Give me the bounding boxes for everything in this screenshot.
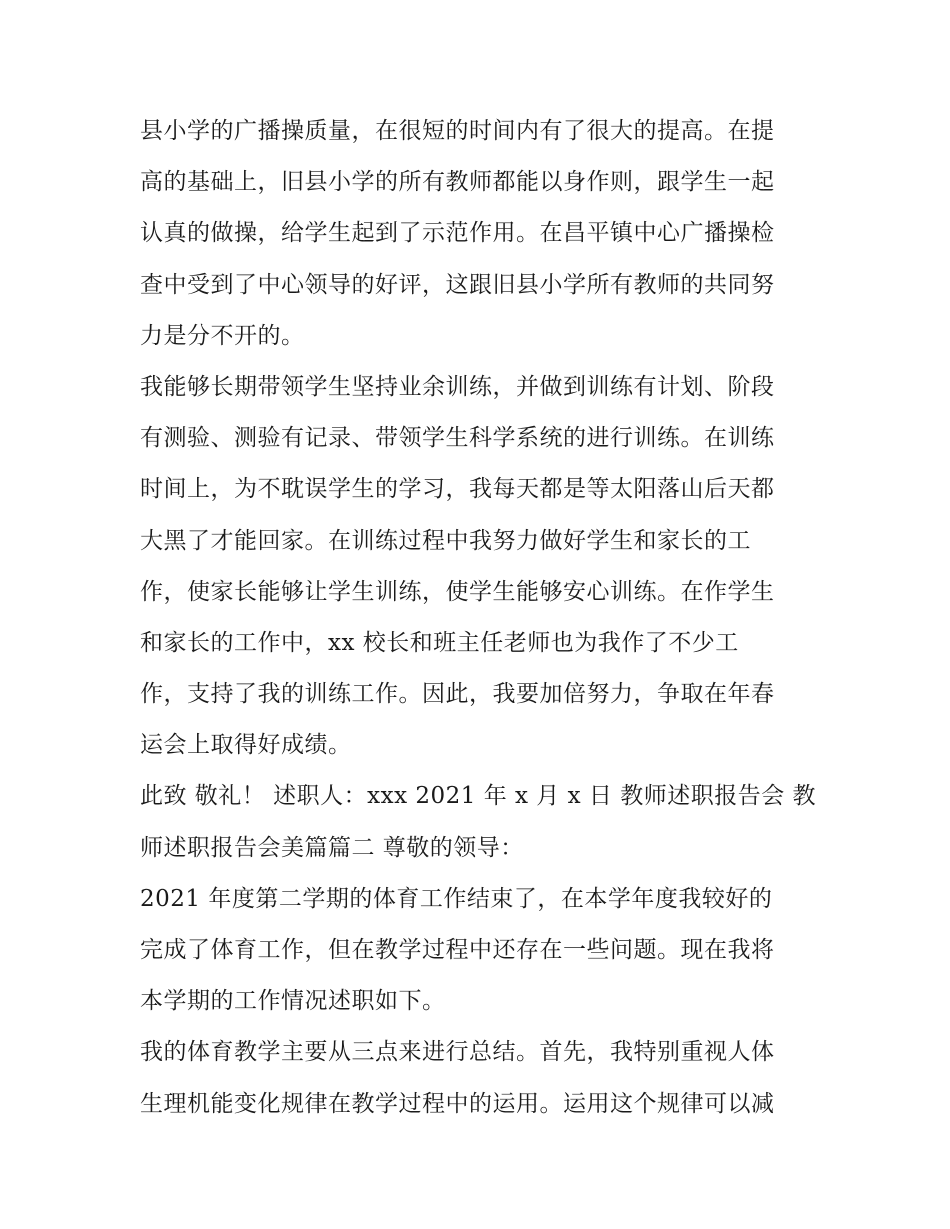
text-line: 县小学的广播操质量，在很短的时间内有了很大的提高。在提 <box>140 118 775 144</box>
text-line: 运会上取得好成绩。 <box>140 732 352 759</box>
text-line: 作，使家长能够让学生训练，使学生能够安心训练。在作学生 <box>140 578 775 605</box>
text-line: 大黑了才能回家。在训练过程中我努力做好学生和家长的工 <box>140 527 751 554</box>
text-line: 力是分不开的。 <box>140 322 305 349</box>
text-line: 完成了体育工作，但在教学过程中还存在一些问题。现在我将 <box>140 937 775 963</box>
text-line: 高的基础上，旧县小学的所有教师都能以身作则，跟学生一起 <box>140 169 775 196</box>
paragraph-semester-summary <box>140 874 820 1028</box>
text-line: 我的体育教学主要从三点来进行总结。首先，我特别重视人体 <box>140 1039 775 1066</box>
text-line: 认真的做操，给学生起到了示范作用。在昌平镇中心广播操检 <box>140 220 775 247</box>
paragraph-teaching-summary <box>140 1027 820 1129</box>
text-line: 2021 年度第二学期的体育工作结束了，在本学年度我较好的 <box>140 885 773 912</box>
text-line: 此致 敬礼！ 述职人：xxx 2021 年 x 月 x 日 教师述职报告会 教 <box>140 783 816 810</box>
text-line: 有测验、测验有记录、带领学生科学系统的进行训练。在训练 <box>140 425 775 452</box>
text-line: 师述职报告会美篇篇二 尊敬的领导： <box>140 834 524 861</box>
paragraph-closing-and-heading <box>140 771 820 873</box>
text-line: 本学期的工作情况述职如下。 <box>140 988 446 1015</box>
text-line: 查中受到了中心领导的好评，这跟旧县小学所有教师的共同努 <box>140 271 775 298</box>
text-line: 作，支持了我的训练工作。因此，我要加倍努力，争取在年春 <box>140 681 775 708</box>
text-line: 我能够长期带领学生坚持业余训练，并做到训练有计划、阶段 <box>140 373 775 400</box>
document-body <box>140 106 820 1130</box>
text-line: 生理机能变化规律在教学过程中的运用。运用这个规律可以减 <box>140 1090 775 1117</box>
paragraph-training <box>140 362 820 772</box>
paragraph-broadcast-exercise <box>140 106 820 362</box>
text-line: 和家长的工作中，xx 校长和班主任老师也为我作了不少工 <box>140 629 739 656</box>
text-line: 时间上，为不耽误学生的学习，我每天都是等太阳落山后天都 <box>140 476 775 503</box>
